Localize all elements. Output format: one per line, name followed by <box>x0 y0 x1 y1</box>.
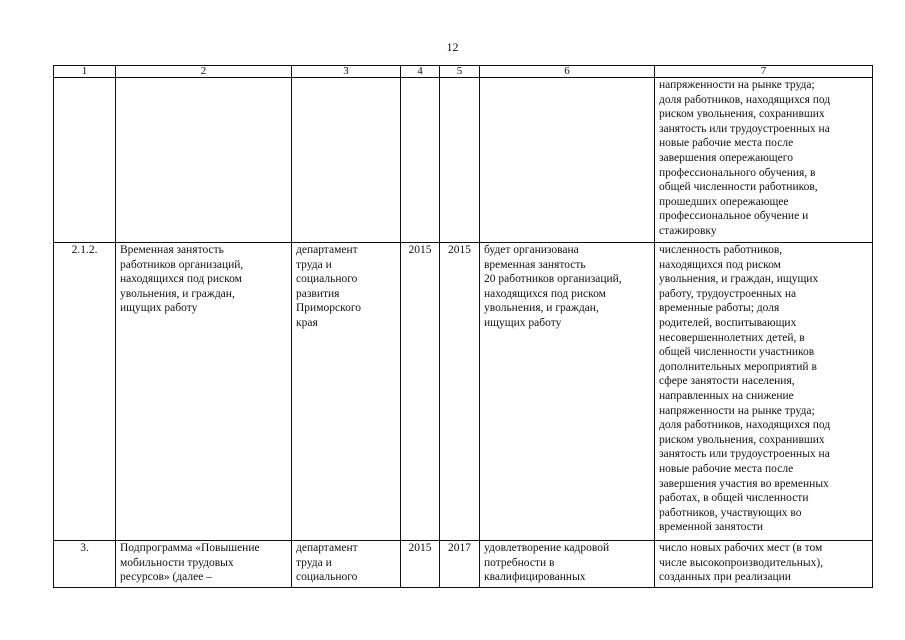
item-start-year <box>401 78 440 243</box>
text-line: развития <box>296 287 340 300</box>
text-line: Временная занятость <box>120 244 224 256</box>
text-line: занятость или трудоустроенных на <box>659 448 830 461</box>
column-number: 4 <box>401 66 440 78</box>
text-line: будет организована <box>484 244 579 256</box>
table-row <box>54 78 873 243</box>
item-number: 2.1.2. <box>54 243 116 541</box>
text-line: увольнения, и граждан, <box>120 287 235 300</box>
text-line: работников, участвующих во <box>659 506 802 519</box>
text-line: профессионального обучения, в <box>659 166 816 179</box>
item-name <box>116 243 292 541</box>
table-row <box>54 243 873 541</box>
item-name <box>116 78 292 243</box>
text-line: созданных при реализации <box>659 571 791 584</box>
item-result <box>480 243 655 541</box>
column-number: 3 <box>292 66 401 78</box>
item-result <box>480 78 655 243</box>
text-line: ищущих работу <box>484 316 562 329</box>
table-bottom-border <box>53 587 873 588</box>
text-line: несовершеннолетних детей, в <box>659 331 805 344</box>
item-executor <box>292 243 401 541</box>
text-line: новые рабочие места после <box>659 137 794 150</box>
text-line: сфере занятости населения, <box>659 375 795 388</box>
text-line: напряженности на рынке труда; <box>659 404 815 417</box>
text-line: общей численности работников, <box>659 181 818 194</box>
text-line: труда и <box>296 258 332 271</box>
text-line: ресурсов» (далее – <box>120 571 212 584</box>
text-line: численность работников, <box>659 244 783 256</box>
column-number: 5 <box>440 66 480 78</box>
text-line: стажировку <box>659 224 717 237</box>
text-line: работников организаций, <box>120 258 244 271</box>
text-line: увольнения, и граждан, ищущих <box>659 273 819 286</box>
text-line: дополнительных мероприятий в <box>659 360 817 373</box>
column-number: 1 <box>54 66 116 78</box>
text-line: находящихся под риском <box>120 273 242 286</box>
text-line: Подпрограмма «Повышение <box>120 542 260 554</box>
column-number-row <box>54 66 873 78</box>
column-number: 2 <box>116 66 292 78</box>
text-line: занятость или трудоустроенных на <box>659 122 830 135</box>
item-end-year: 2017 <box>440 541 480 601</box>
text-line: потребности в <box>484 556 555 569</box>
text-line: департамент <box>296 542 358 554</box>
text-line: доля работников, находящихся под <box>659 419 831 432</box>
text-line: профессиональное обучение и <box>659 210 809 223</box>
text-line: находящихся под риском <box>659 258 781 271</box>
text-line: работах, в общей численности <box>659 492 809 505</box>
column-number: 6 <box>480 66 655 78</box>
text-line: ищущих работу <box>120 302 198 315</box>
item-indicators <box>655 243 873 541</box>
text-line: находящихся под риском <box>484 287 606 300</box>
text-line: социального <box>296 571 358 584</box>
text-line: общей численности участников <box>659 346 815 359</box>
item-indicators <box>655 78 873 243</box>
text-line: увольнения, и граждан, <box>484 302 599 315</box>
text-line: прошедших опережающее <box>659 195 789 208</box>
text-line: напряженности на рынке труда; <box>659 79 815 91</box>
text-line: завершения участия во временных <box>659 477 829 490</box>
text-line: числе высокопроизводительных), <box>659 556 824 569</box>
item-start-year: 2015 <box>401 243 440 541</box>
text-line: завершения опережающего <box>659 151 793 164</box>
text-line: Приморского <box>296 302 362 315</box>
text-line: удовлетворение кадровой <box>484 542 610 554</box>
text-line: департамент <box>296 244 358 256</box>
text-line: мобильности трудовых <box>120 556 234 569</box>
text-line: родителей, воспитывающих <box>659 316 797 329</box>
column-number: 7 <box>655 66 873 78</box>
text-line: труда и <box>296 556 332 569</box>
page-bottom-margin <box>0 588 905 640</box>
item-number: 3. <box>54 541 116 601</box>
item-number <box>54 78 116 243</box>
text-line: число новых рабочих мест (в том <box>659 542 823 554</box>
text-line: социального <box>296 273 358 286</box>
item-executor <box>292 78 401 243</box>
text-line: временные работы; доля <box>659 302 780 315</box>
text-line: края <box>296 316 318 329</box>
text-line: направленных на снижение <box>659 389 794 402</box>
item-start-year: 2015 <box>401 541 440 601</box>
item-end-year: 2015 <box>440 243 480 541</box>
text-line: 20 работников организаций, <box>484 273 622 286</box>
program-table <box>53 65 873 601</box>
text-line: квалифицированных <box>484 571 586 584</box>
page-number: 12 <box>446 40 459 54</box>
text-line: временной занятости <box>659 521 764 534</box>
text-line: работу, трудоустроенных на <box>659 287 797 300</box>
text-line: доля работников, находящихся под <box>659 93 831 106</box>
text-line: риском увольнения, сохранивших <box>659 433 825 446</box>
text-line: риском увольнения, сохранивших <box>659 108 825 121</box>
text-line: временная занятость <box>484 258 586 271</box>
item-end-year <box>440 78 480 243</box>
text-line: новые рабочие места после <box>659 462 794 475</box>
